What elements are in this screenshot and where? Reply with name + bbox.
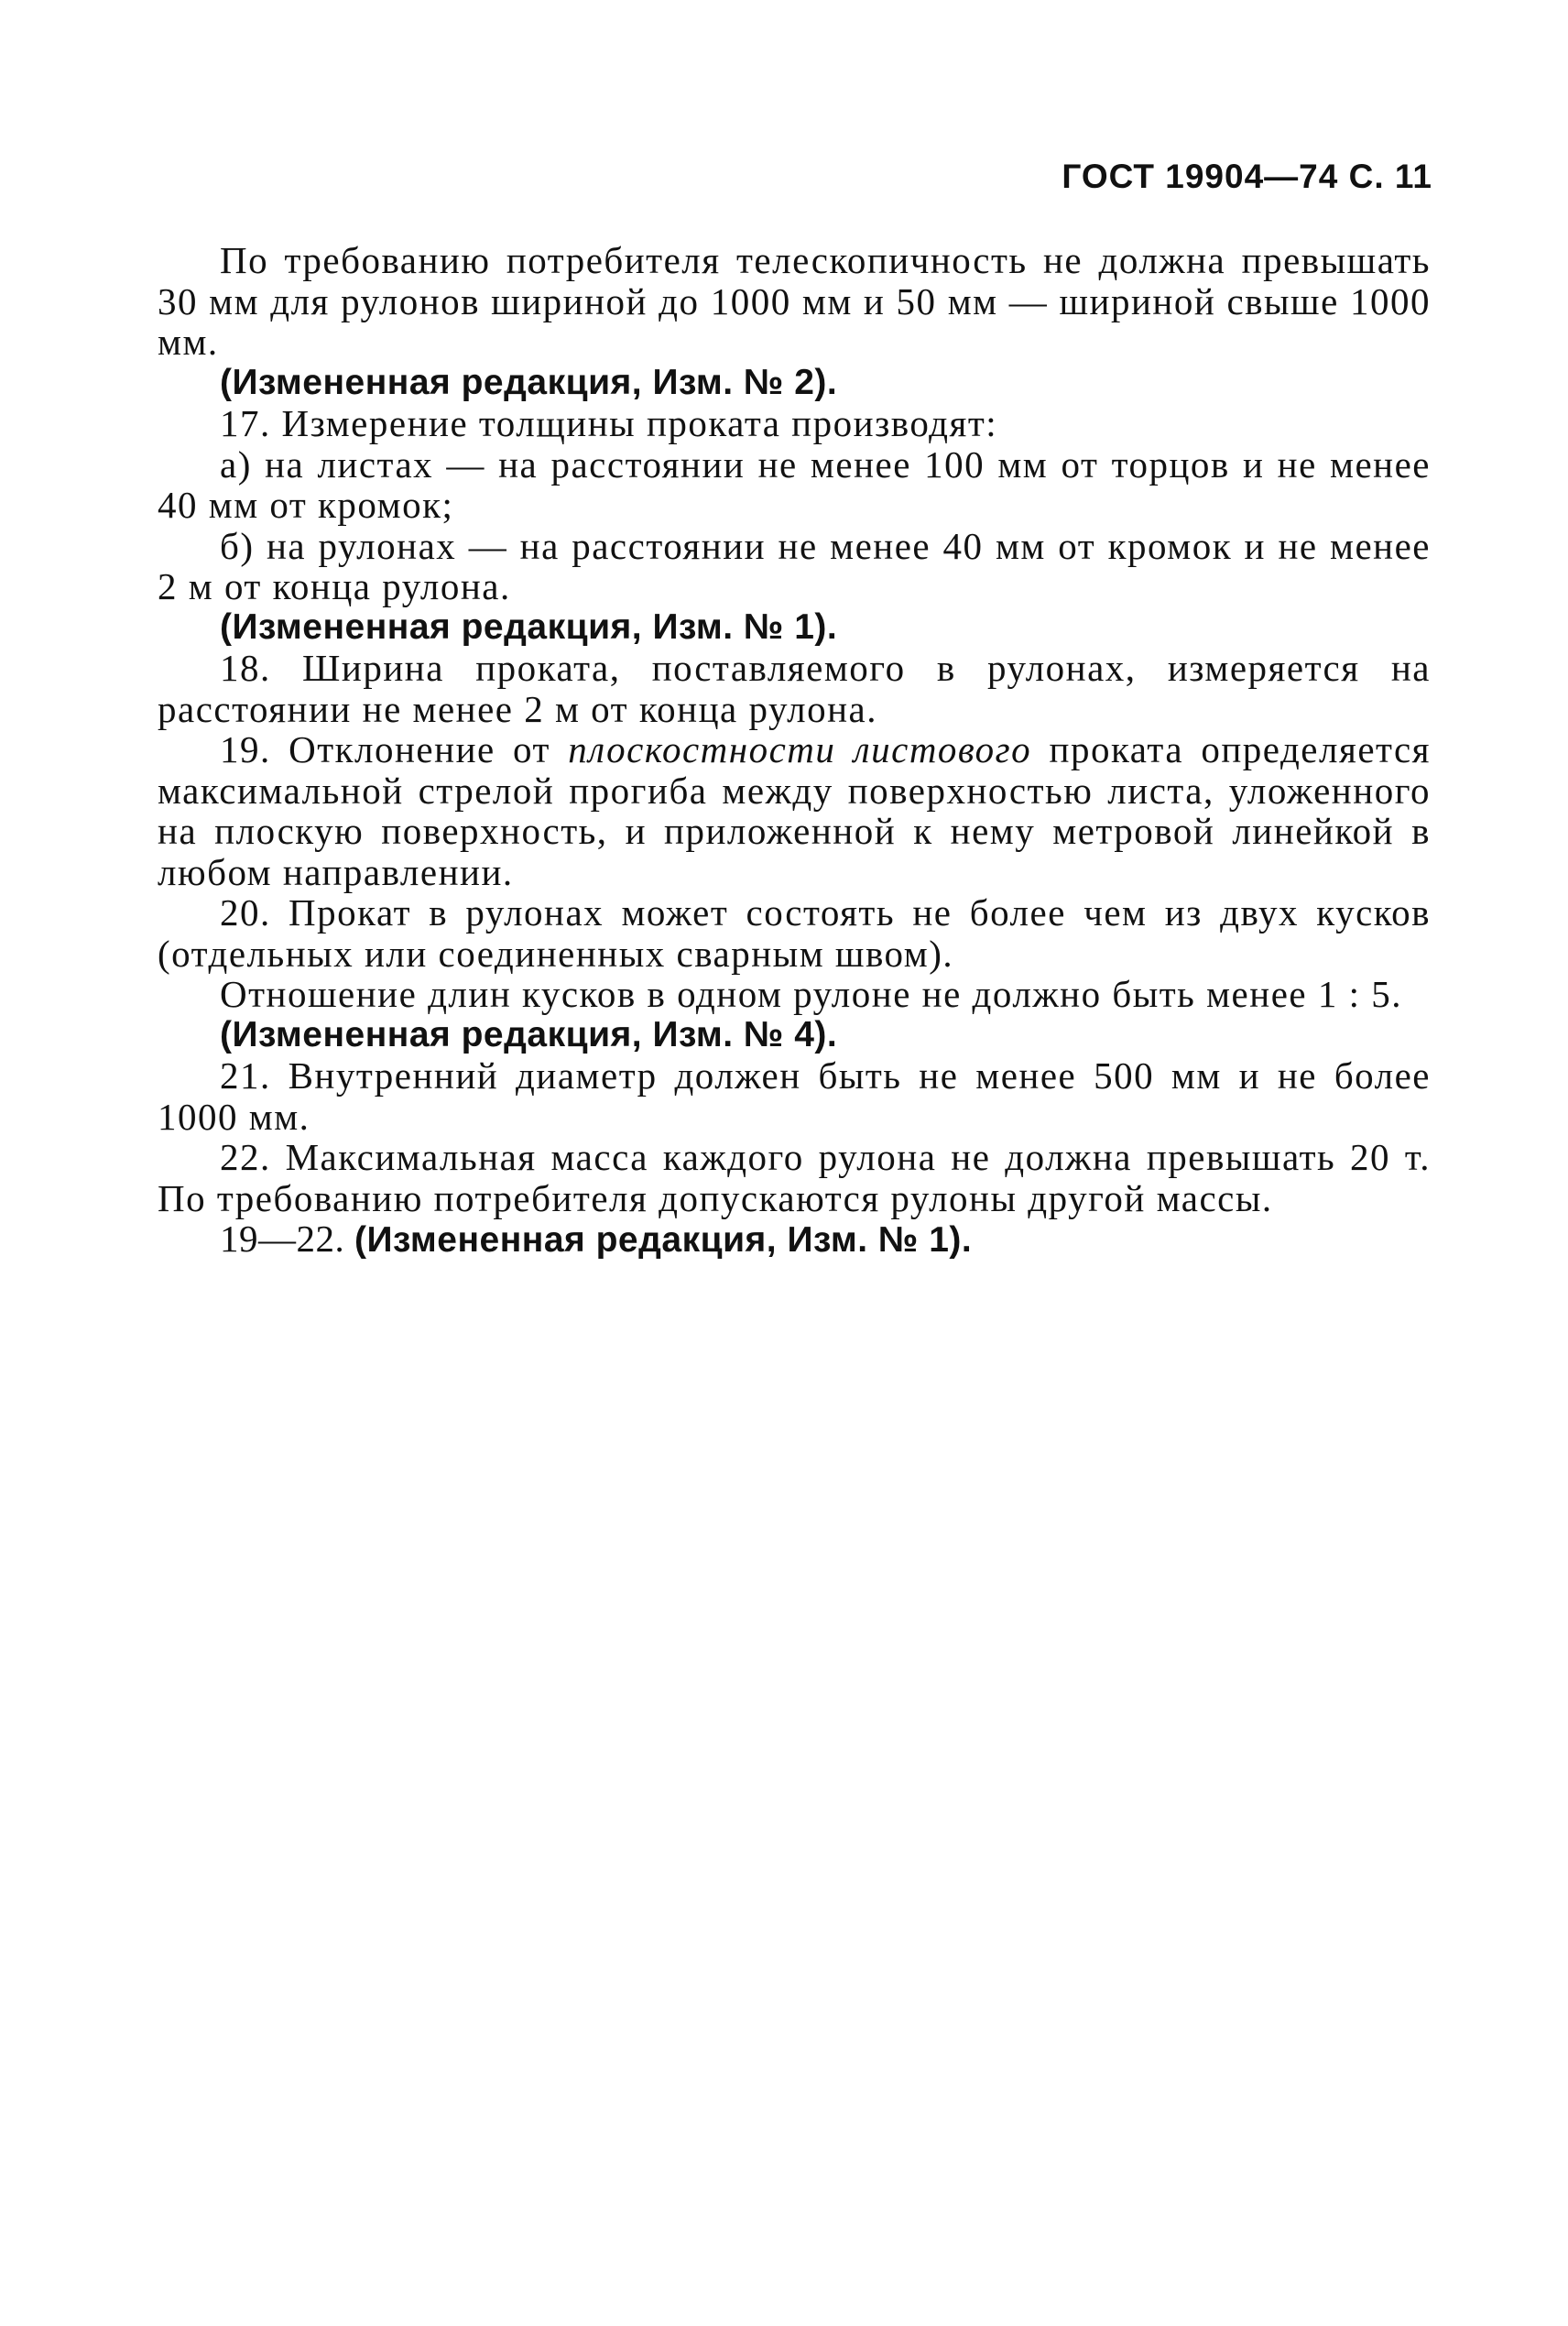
paragraph-18: 18. Ширина проката, поставляемого в рулонах, измеряется на расстоянии не менее 2 м от конца рулона.	[158, 647, 1431, 730]
paragraph-17a: а) на листах — на расстоянии не менее 100 мм от торцов и не менее 40 мм от кромок;	[158, 442, 1431, 526]
amendment-text: (Измененная редакция, Изм. № 1).	[354, 1220, 973, 1260]
paragraph-17: 17. Измерение толщины проката производят:	[220, 402, 998, 444]
amendment-range: 19—22.	[220, 1218, 354, 1260]
amendment-note: (Измененная редакция, Изм. № 4).	[220, 1014, 838, 1054]
paragraph-21: 21. Внутренний диаметр должен быть не менее 500 мм и не более 1000 мм.	[158, 1054, 1431, 1138]
paragraph-telescopicity: По требованию потребителя телескопичность не должна превышать 30 мм для рулонов шириной до 1000 мм и 50 мм — шириной свыше 1000 мм.	[158, 239, 1431, 363]
page-header: ГОСТ 19904—74 С. 11	[1062, 158, 1432, 195]
paragraph-22: 22. Максимальная масса каждого рулона не должна превышать 20 т. По требованию потребителя допускаются рулоны другой массы.	[158, 1136, 1431, 1219]
amendment-note-19-22	[158, 1218, 1431, 1261]
paragraph-20: 20. Прокат в рулонах может состоять не более чем из двух кусков (отдельных или соединенных сварным швом).	[158, 891, 1431, 975]
amendment-note: (Измененная редакция, Изм. № 2).	[220, 362, 838, 402]
paragraph-17b: б) на рулонах — на расстоянии не менее 40 мм от кромок и не менее 2 м от конца рулона.	[158, 524, 1431, 607]
paragraph-19-italic: плоскостности листового	[568, 728, 1032, 770]
paragraph-19	[158, 729, 1431, 892]
amendment-note: (Измененная редакция, Изм. № 1).	[220, 606, 838, 647]
document-body	[158, 240, 1431, 1261]
paragraph-20-ratio: Отношение длин кусков в одном рулоне не должно быть менее 1 : 5.	[220, 973, 1402, 1015]
paragraph-19-suffix: проката определяется максимальной стрелой прогиба между поверхностью листа, уложенного на плоскую поверхность, и приложенной к нему метровой линейкой в любом направлении.	[158, 728, 1431, 893]
paragraph-19-prefix: 19. Отклонение от	[220, 728, 569, 770]
